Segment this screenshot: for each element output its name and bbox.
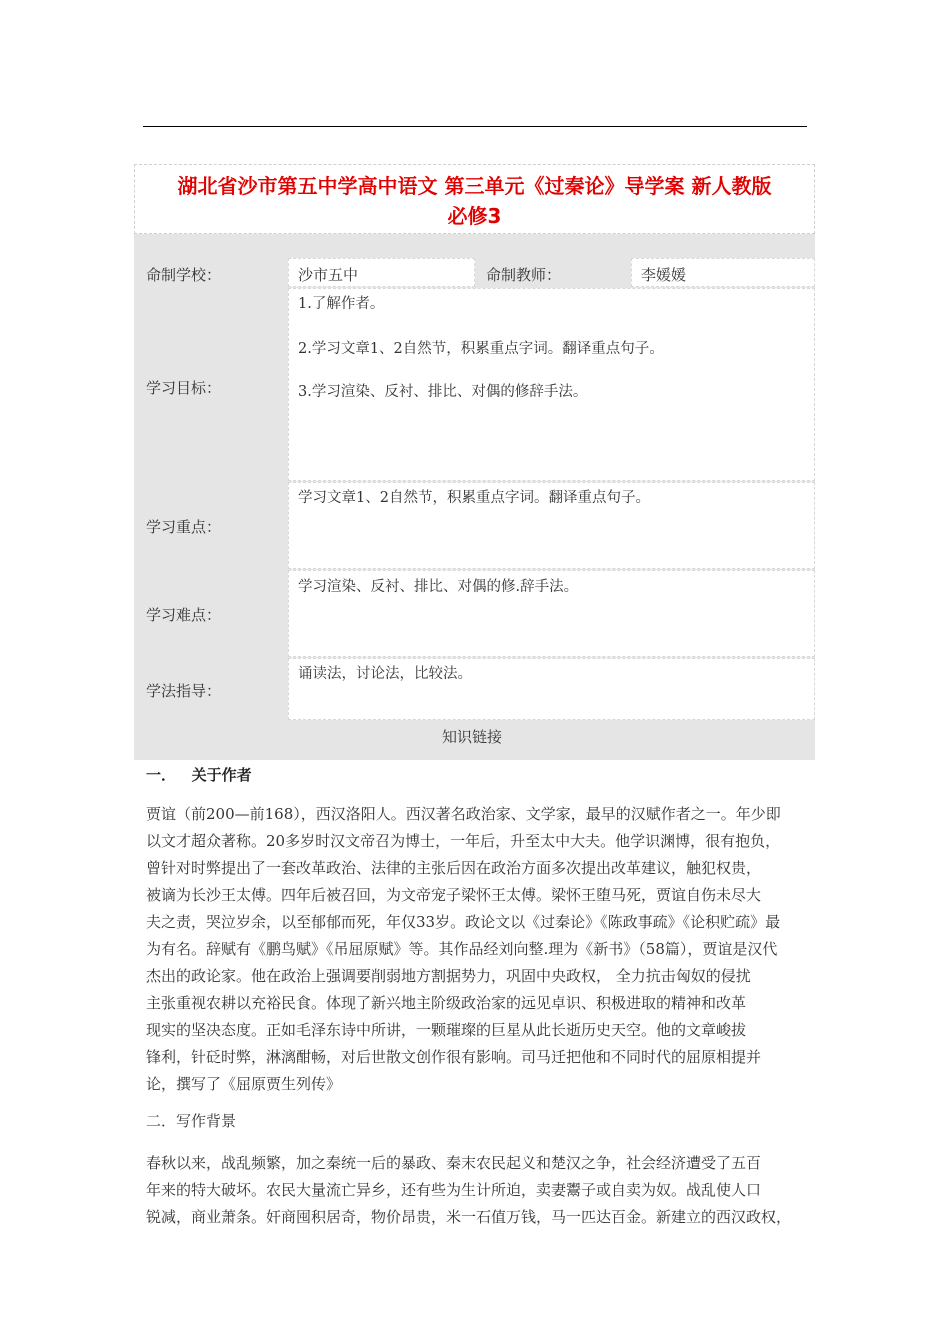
school-value: 沙市五中 (298, 266, 359, 284)
focus-label: 学习重点： (146, 518, 222, 536)
title-line-1: 湖北省沙市第五中学高中语文 第三单元《过秦论》导学案 新人教版 (177, 174, 772, 198)
paragraph-line: 杰出的政论家。他在政治上强调要削弱地方割据势力，巩固中央政权， 全力抗击匈奴的侵扰 (146, 967, 751, 985)
paragraph-line: 夫之责，哭泣岁余，以至郁郁而死，年仅33岁。政论文以《过秦论》《陈政事疏》《论积贮疏》最 (146, 913, 781, 931)
goal-item: 2.学习文章1、2自然节，积累重点字词。翻译重点句子。 (298, 341, 664, 357)
paragraph-line: 春秋以来，战乱频繁，加之秦统一后的暴政、秦末农民起义和楚汉之争，社会经济遭受了五百 (146, 1154, 762, 1172)
goals-label: 学习目标： (146, 379, 222, 397)
section-heading-background: 二．写作背景 (146, 1112, 237, 1130)
teacher-value: 李媛媛 (641, 266, 687, 284)
paragraph-line: 锐减，商业萧条。奸商囤积居奇，物价昂贵，米一石值万钱，马一匹达百金。新建立的西汉政权， (146, 1208, 792, 1226)
paragraph-line: 年来的特大破坏。农民大量流亡异乡，还有些为生计所迫，卖妻鬻子或自卖为奴。战乱使人口 (146, 1181, 762, 1199)
goal-item: 1.了解作者。 (298, 296, 385, 312)
paragraph-line: 论，撰写了《屈原贾生列传》 (146, 1075, 342, 1093)
title-line-2: 必修3 (447, 204, 502, 228)
paragraph-line: 以文才超众著称。20多岁时汉文帝召为博士，一年后，升至太中大夫。他学识渊博，很有抱负， (146, 832, 781, 850)
teacher-label: 命制教师： (486, 266, 562, 284)
goal-item: 3.学习渲染、反衬、排比、对偶的修辞手法。 (298, 384, 588, 400)
paragraph-line: 为有名。辞赋有《鹏鸟赋》《吊屈原赋》等。其作品经刘向整.理为《新书》（58篇），贾谊是汉代 (146, 940, 778, 958)
focus-value: 学习文章1、2自然节，积累重点字词。翻译重点句子。 (298, 490, 650, 506)
knowledge-link-heading: 知识链接 (442, 728, 503, 746)
section-heading-author: 一． 关于作者 (146, 766, 252, 784)
paragraph-line: 锋利，针砭时弊，淋漓酣畅，对后世散文创作很有影响。司马迁把他和不同时代的屈原相提并 (146, 1048, 762, 1066)
difficulty-label: 学习难点： (146, 606, 222, 624)
method-label: 学法指导： (146, 682, 222, 700)
paragraph-line: 现实的坚决态度。正如毛泽东诗中所讲，一颗璀璨的巨星从此长逝历史天空。他的文章峻拔 (146, 1021, 747, 1039)
header-rule (143, 126, 807, 127)
paragraph-line: 贾谊（前200—前168），西汉洛阳人。西汉著名政治家、文学家，最早的汉赋作者之一。年少即 (146, 805, 781, 823)
document-title (134, 164, 815, 234)
method-value: 诵读法，讨论法，比较法。 (298, 666, 472, 682)
paragraph-line: 被谪为长沙王太傅。四年后被召回，为文帝宠子梁怀王太傅。梁怀王堕马死，贾谊自伤未尽大 (146, 886, 762, 904)
paragraph-line: 曾针对时弊提出了一套改革政治、法律的主张后因在政治方面多次提出改革建议，触犯权贵， (146, 859, 762, 877)
paragraph-line: 主张重视农耕以充裕民食。体现了新兴地主阶级政治家的远见卓识、积极进取的精神和改革 (146, 994, 747, 1012)
school-label: 命制学校： (146, 266, 222, 284)
difficulty-value: 学习渲染、反衬、排比、对偶的修.辞手法。 (298, 579, 579, 595)
